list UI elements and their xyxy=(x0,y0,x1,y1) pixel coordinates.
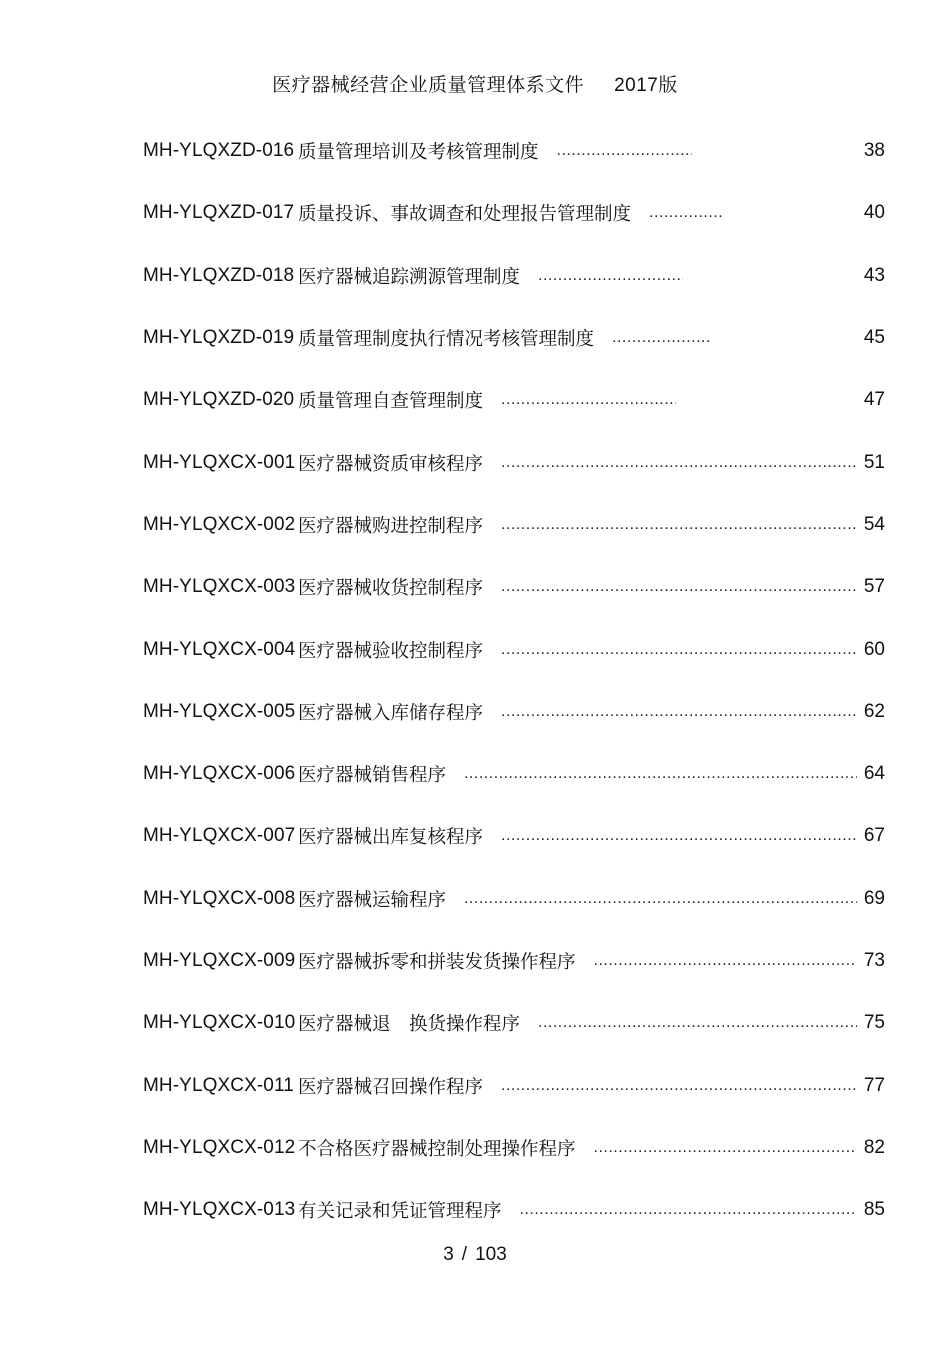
toc-entry-code: MH-YLQXZD-019 xyxy=(143,327,295,349)
toc-dot-leader xyxy=(464,890,857,908)
toc-dot-leader xyxy=(501,516,857,534)
toc-entry[interactable] xyxy=(143,805,885,867)
toc-entry-code: MH-YLQXCX-011 xyxy=(143,1074,294,1096)
toc-dot-leader xyxy=(501,578,857,596)
toc-entry-title: 医疗器械验收控制程序 xyxy=(298,640,484,662)
toc-entry-page: 45 xyxy=(863,327,885,349)
toc-entry-title: 质量管理制度执行情况考核管理制度 xyxy=(298,329,595,351)
toc-entry-title: 不合格医疗器械控制处理操作程序 xyxy=(298,1138,576,1160)
toc-dot-leader xyxy=(501,641,857,659)
toc-dot-leader xyxy=(538,1014,857,1032)
toc-dot-leader xyxy=(464,765,857,783)
toc-entry-title: 医疗器械资质审核程序 xyxy=(298,453,484,475)
toc-entry[interactable] xyxy=(143,120,885,182)
toc-entry-code: MH-YLQXZD-016 xyxy=(143,140,295,162)
toc-entry-page: 75 xyxy=(863,1012,885,1034)
toc-entry-code: MH-YLQXCX-005 xyxy=(143,700,296,722)
toc-dot-leader xyxy=(501,827,857,845)
toc-entry-page: 64 xyxy=(863,763,885,785)
toc-entry-title: 医疗器械召回操作程序 xyxy=(298,1076,484,1098)
toc-dot-leader xyxy=(557,142,692,160)
toc-entry-title: 质量投诉、事故调查和处理报告管理制度 xyxy=(298,204,632,226)
toc-entry-page: 62 xyxy=(863,700,885,722)
toc-entry-page: 51 xyxy=(863,451,885,473)
toc-entry-title: 医疗器械收货控制程序 xyxy=(298,578,484,600)
toc-entry-code: MH-YLQXCX-004 xyxy=(143,638,296,660)
toc-entry[interactable] xyxy=(143,1117,885,1179)
toc-entry[interactable] xyxy=(143,494,885,556)
toc-entry-page: 69 xyxy=(863,887,885,909)
toc-entry-page: 54 xyxy=(863,513,885,535)
toc-entry-title: 医疗器械拆零和拼装发货操作程序 xyxy=(298,952,576,973)
toc-entry[interactable] xyxy=(143,618,885,680)
toc-entry-title: 医疗器械购进控制程序 xyxy=(298,515,484,537)
toc-entry-page: 82 xyxy=(863,1136,885,1158)
toc-dot-leader xyxy=(538,267,683,285)
toc-entry[interactable] xyxy=(143,307,885,369)
toc-entry-title: 医疗器械退 换货操作程序 xyxy=(298,1014,521,1036)
toc-dot-leader xyxy=(594,952,857,970)
toc-entry-code: MH-YLQXCX-003 xyxy=(143,576,296,598)
toc-entry[interactable] xyxy=(143,681,885,743)
toc-entry-page: 60 xyxy=(863,638,885,660)
toc-entry-page: 38 xyxy=(863,140,885,162)
toc-entry-code: MH-YLQXCX-010 xyxy=(143,1012,296,1034)
toc-entry[interactable] xyxy=(143,868,885,930)
toc-entry-code: MH-YLQXZD-017 xyxy=(143,202,295,224)
toc-entry-page: 43 xyxy=(863,264,885,286)
document-edition: 2017版 xyxy=(614,75,678,96)
toc-entry-title: 质量管理自查管理制度 xyxy=(298,391,484,413)
toc-dot-leader xyxy=(612,329,712,347)
toc-entry[interactable] xyxy=(143,431,885,493)
toc-entry-page: 85 xyxy=(863,1199,885,1221)
toc-dot-leader xyxy=(501,391,676,409)
table-of-contents xyxy=(143,120,885,1241)
page-header xyxy=(0,70,950,97)
toc-entry[interactable] xyxy=(143,245,885,307)
toc-entry-page: 77 xyxy=(863,1074,885,1096)
current-page-number: 3 xyxy=(443,1244,454,1265)
page-separator: / xyxy=(461,1244,468,1265)
toc-dot-leader xyxy=(520,1201,857,1219)
toc-entry[interactable] xyxy=(143,992,885,1054)
toc-entry-code: MH-YLQXZD-020 xyxy=(143,389,295,411)
toc-entry-code: MH-YLQXCX-012 xyxy=(143,1136,296,1158)
toc-entry[interactable] xyxy=(143,930,885,992)
toc-entry-page: 47 xyxy=(863,389,885,411)
toc-entry-title: 医疗器械追踪溯源管理制度 xyxy=(298,266,521,288)
toc-entry-code: MH-YLQXCX-008 xyxy=(143,887,296,909)
toc-entry[interactable] xyxy=(143,743,885,805)
toc-entry-code: MH-YLQXCX-009 xyxy=(143,950,296,971)
toc-entry-title: 医疗器械入库储存程序 xyxy=(298,702,484,724)
toc-entry[interactable] xyxy=(143,1054,885,1116)
toc-entry-code: MH-YLQXCX-001 xyxy=(143,451,296,473)
toc-entry-code: MH-YLQXCX-006 xyxy=(143,763,296,785)
toc-entry-code: MH-YLQXCX-007 xyxy=(143,825,296,847)
toc-dot-leader xyxy=(501,703,857,721)
toc-entry-page: 40 xyxy=(863,202,885,224)
toc-entry[interactable] xyxy=(143,182,885,244)
toc-dot-leader xyxy=(594,1139,857,1157)
toc-entry[interactable] xyxy=(143,369,885,431)
toc-entry-title: 有关记录和凭证管理程序 xyxy=(298,1201,502,1223)
toc-entry-page: 73 xyxy=(863,950,885,971)
toc-entry-title: 医疗器械出库复核程序 xyxy=(298,827,484,849)
total-page-count: 103 xyxy=(475,1244,507,1265)
toc-entry[interactable] xyxy=(143,556,885,618)
toc-entry-title: 医疗器械运输程序 xyxy=(298,889,447,911)
toc-entry-code: MH-YLQXZD-018 xyxy=(143,264,295,286)
toc-dot-leader xyxy=(501,1077,857,1095)
document-title: 医疗器械经营企业质量管理体系文件 xyxy=(272,74,585,96)
toc-entry-title: 质量管理培训及考核管理制度 xyxy=(298,142,539,164)
toc-entry-page: 67 xyxy=(863,825,885,847)
toc-dot-leader xyxy=(649,204,724,222)
toc-entry-code: MH-YLQXCX-002 xyxy=(143,513,296,535)
page-footer xyxy=(0,1244,950,1266)
toc-entry-code: MH-YLQXCX-013 xyxy=(143,1199,296,1221)
toc-dot-leader xyxy=(501,454,857,472)
toc-entry[interactable] xyxy=(143,1179,885,1241)
toc-entry-page: 57 xyxy=(863,576,885,598)
toc-entry-title: 医疗器械销售程序 xyxy=(298,765,447,787)
